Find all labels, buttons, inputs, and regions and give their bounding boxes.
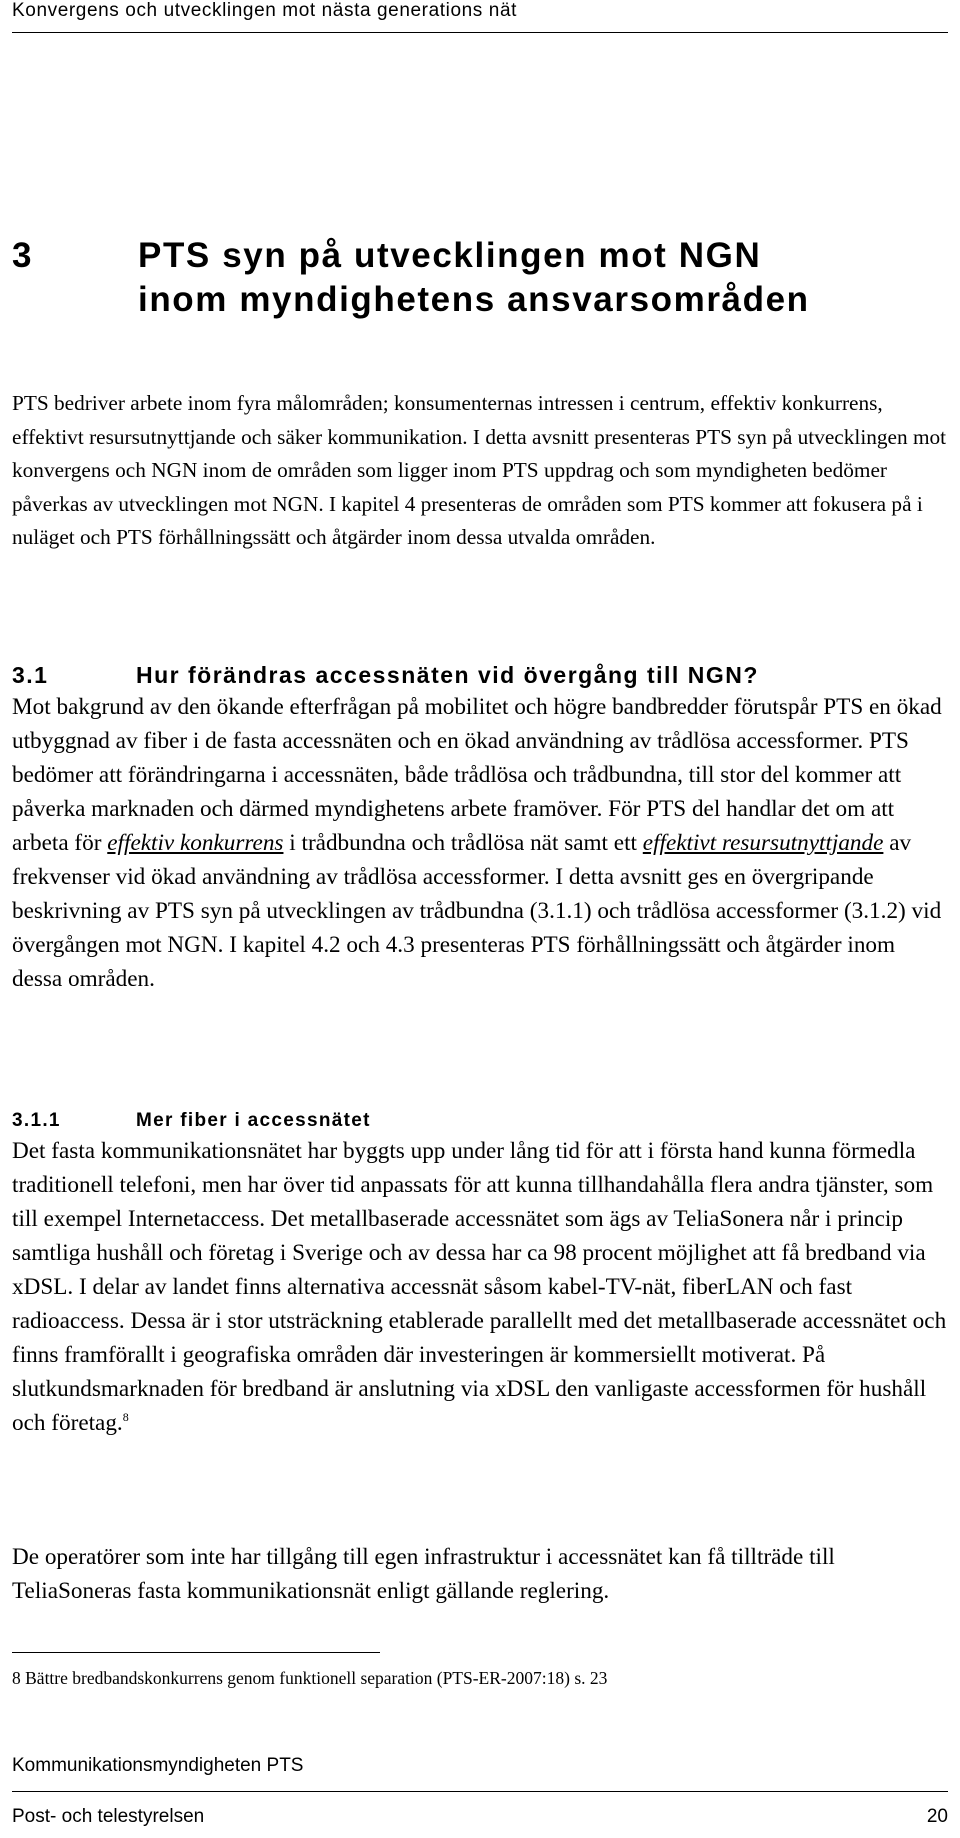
- section-3-1-1-paragraph-2: De operatörer som inte har tillgång till egen infrastruktur i accessnätet kan få tillträde till TeliaSoneras fasta kommunikationsnät enligt gällande reglering.: [12, 1544, 835, 1604]
- section-number: 3.1: [12, 662, 49, 688]
- paragraph-text: Mot bakgrund av den ökande efterfrågan på mobilitet och högre bandbredder förutspår PTS en ökad utbyggnad av fiber i de fasta accessnäten och en ökad användning av trådlösa accessformer. PTS bedömer att förändringarna i accessnäten, både trådlösa och trådbundna, till stor del kommer att påverka marknaden och därmed myndighetens arbete framöver. För PTS del handlar det om att arbeta för: [12, 694, 942, 856]
- intro-paragraph: PTS bedriver arbete inom fyra målområden; konsumenternas intressen i centrum, effektiv konkurrens, effektivt resursutnyttjande och säker kommunikation. I detta avsnitt presenteras PTS syn på utvecklingen mot konvergens och NGN inom de områden som ligger inom PTS uppdrag och som myndigheten bedömer påverkas av utvecklingen mot NGN. I kapitel 4 presenteras de områden som PTS kommer att fokusera på i nuläget och PTS förhållningssätt och åtgärder inom dessa utvalda områden.: [12, 391, 947, 549]
- chapter-title-line-2: inom myndighetens ansvarsområden: [138, 280, 810, 319]
- footnote-reference[interactable]: 8: [122, 1410, 129, 1424]
- section-3-1-paragraph: [12, 690, 948, 996]
- footer-agency: Post- och telestyrelsen: [12, 1806, 205, 1827]
- section-3-1-1-paragraph-1: [12, 1134, 948, 1440]
- subsection-title: Mer fiber i accessnätet: [136, 1110, 371, 1131]
- term-effektiv-konkurrens: effektiv konkurrens: [107, 830, 284, 856]
- footnote: 8 Bättre bredbandskonkurrens genom funktionell separation (PTS-ER-2007:18) s. 23: [12, 1668, 608, 1688]
- footer-organization: Kommunikationsmyndigheten PTS: [12, 1755, 304, 1776]
- header-divider: [12, 32, 948, 33]
- chapter-title: [138, 234, 810, 322]
- paragraph-text: av frekvenser vid ökad användning av trådlösa accessformer. I detta avsnitt ges en övergripande beskrivning av PTS syn på utvecklingen av trådbundna (3.1.1) och trådlösa accessformer (3.1.2) vid övergången mot NGN. I kapitel 4.2 och 4.3 presenteras PTS förhållningssätt och åtgärder inom dessa områden.: [12, 830, 942, 992]
- term-effektivt-resursutnyttjande: effektivt resursutnyttjande: [642, 830, 884, 856]
- footnote-divider: [12, 1652, 380, 1653]
- paragraph-text: Det fasta kommunikationsnätet har byggts upp under lång tid för att i första hand kunna förmedla traditionell telefoni, men har över tid anpassats för att kunna tillhandahålla flera andra tjänster, som till exempel Internetaccess. Det metallbaserade accessnätet som ägs av TeliaSonera når i princip samtliga hushåll och företag i Sverige och av dessa har ca 98 procent möjlighet att få bredband via xDSL. I delar av landet finns alternativa accessnät såsom kabel-TV-nät, fiberLAN och fast radioaccess. Dessa är i stor utsträckning etablerade parallellt med det metallbaserade accessnätet och finns framförallt i geografiska områden där investeringen är kommersiellt motiverat. På slutkundsmarknaden för bredband är anslutning via xDSL den vanligaste accessformen för hushåll och företag.: [12, 1138, 947, 1436]
- paragraph-text: i trådbundna och trådlösa nät samt ett: [283, 830, 643, 856]
- chapter-number: 3: [12, 236, 34, 275]
- subsection-number: 3.1.1: [12, 1110, 61, 1131]
- running-header: Konvergens och utvecklingen mot nästa generations nät: [12, 0, 517, 21]
- page-number: 20: [926, 1806, 948, 1827]
- footer-divider: [12, 1791, 948, 1792]
- section-title: Hur förändras accessnäten vid övergång till NGN?: [136, 662, 759, 688]
- chapter-title-line-1: PTS syn på utvecklingen mot NGN: [138, 236, 762, 275]
